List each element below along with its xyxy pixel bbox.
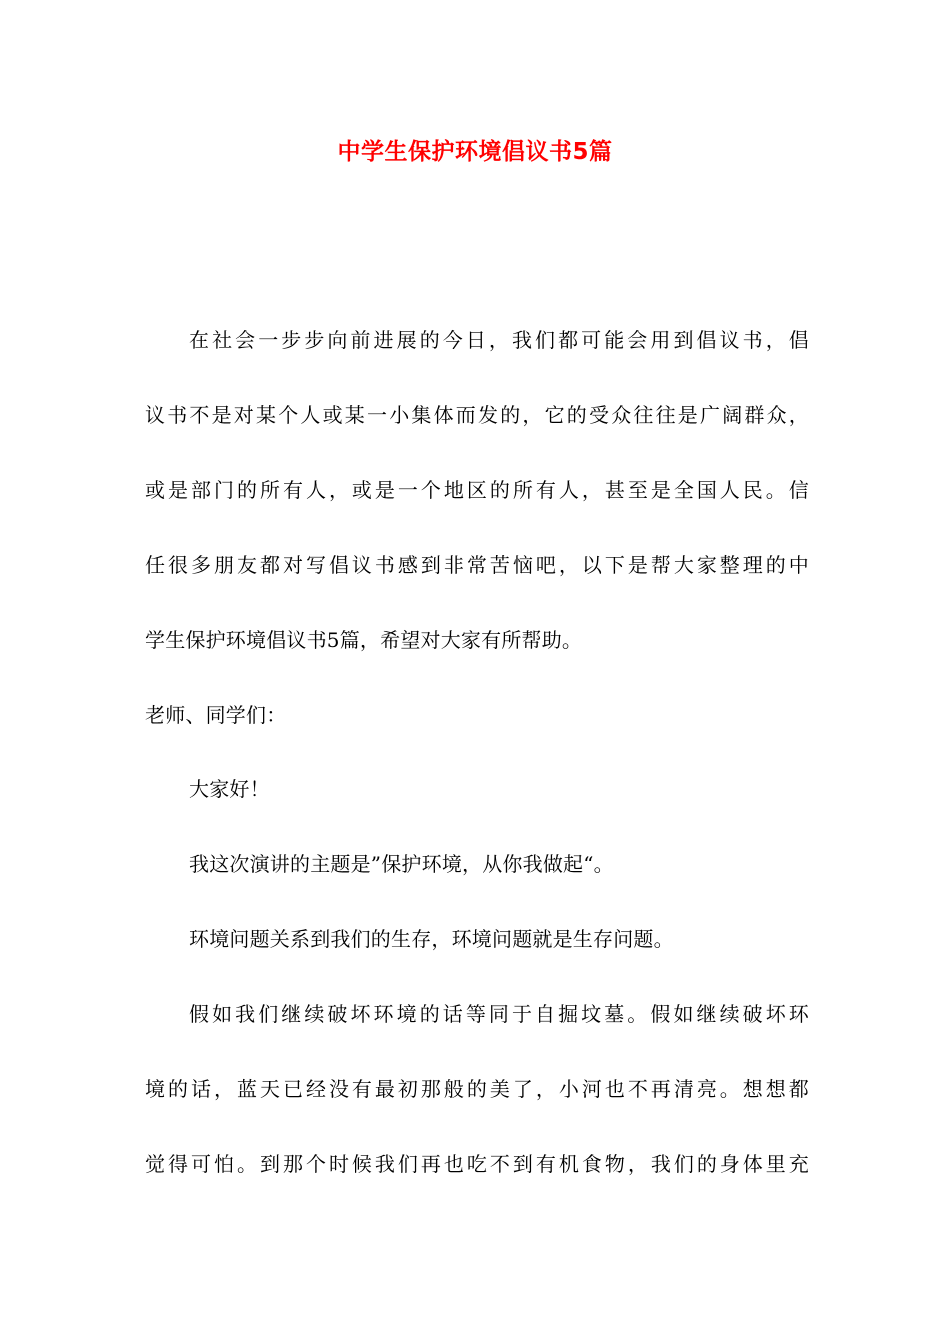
salutation-line: 老师、同学们： <box>145 703 287 727</box>
paragraph-line: 学生保护环境倡议书5篇，希望对大家有所帮助。 <box>145 628 583 652</box>
paragraph-line: 觉得可怕。到那个时候我们再也吃不到有机食物，我们的身体里充 <box>145 1152 809 1176</box>
paragraph-line: 境的话，蓝天已经没有最初那般的美了，小河也不再清亮。想想都 <box>145 1077 809 1101</box>
paragraph-line: 环境问题关系到我们的生存，环境问题就是生存问题。 <box>189 927 674 951</box>
document-body <box>145 321 809 1220</box>
paragraph-line: 假如我们继续破坏环境的话等同于自掘坟墓。假如继续破坏环 <box>189 1002 809 1026</box>
document-title: 中学生保护环境倡议书5篇 <box>337 139 613 165</box>
paragraph-line: 我这次演讲的主题是”保护环境，从你我做起“。 <box>189 852 614 876</box>
paragraph-line: 议书不是对某个人或某一小集体而发的，它的受众往往是广阔群众， <box>145 403 809 427</box>
greeting-line: 大家好！ <box>189 777 270 801</box>
paragraph-line: 在社会一步步向前进展的今日，我们都可能会用到倡议书，倡 <box>189 328 809 352</box>
paragraph-line: 或是部门的所有人，或是一个地区的所有人，甚至是全国人民。信 <box>145 478 809 502</box>
paragraph-line: 任很多朋友都对写倡议书感到非常苦恼吧，以下是帮大家整理的中 <box>145 553 809 577</box>
